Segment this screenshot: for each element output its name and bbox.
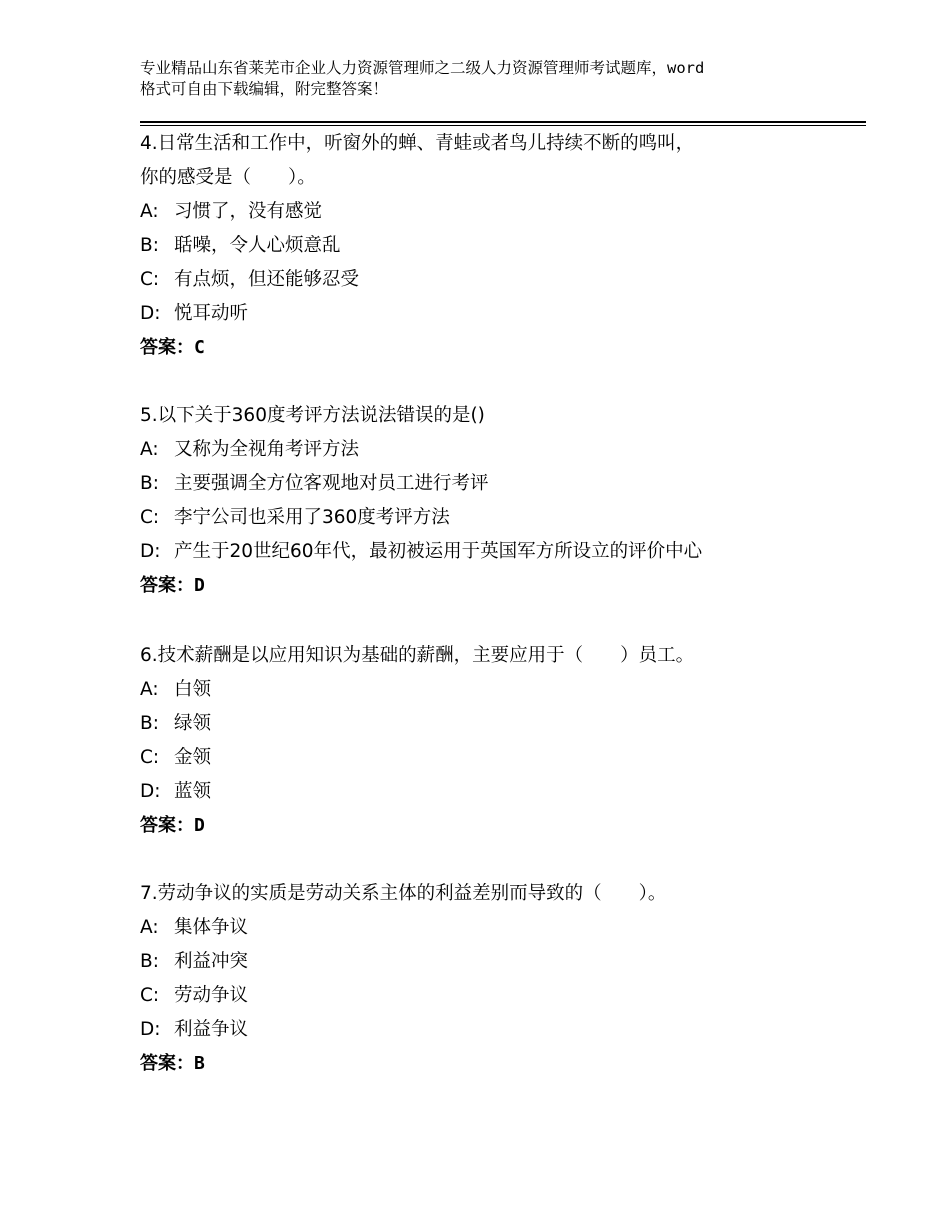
option-a [140, 195, 860, 229]
option-d [140, 1013, 860, 1047]
option-text: 金领 [174, 747, 212, 768]
option-label: A: [140, 201, 159, 222]
question-6 [140, 639, 860, 843]
option-c [140, 979, 860, 1013]
option-text: 悦耳动听 [174, 303, 249, 324]
option-text: 绿领 [174, 713, 212, 734]
option-label: D: [140, 541, 161, 562]
option-text: 主要强调全方位客观地对员工进行考评 [174, 473, 489, 494]
option-text: 聒噪，令人心烦意乱 [174, 235, 341, 256]
question-4 [140, 127, 860, 365]
question-stem-line: 你的感受是（ ）。 [140, 167, 316, 188]
question-stem-line: 7.劳动争议的实质是劳动关系主体的利益差别而导致的（ ）。 [140, 883, 667, 904]
option-b [140, 945, 860, 979]
option-label: C: [140, 507, 160, 528]
question-stem-line: 4.日常生活和工作中，听窗外的蝉、青蛙或者鸟儿持续不断的鸣叫， [140, 133, 695, 154]
option-label: C: [140, 269, 160, 290]
option-text: 集体争议 [174, 917, 249, 938]
option-label: D: [140, 303, 161, 324]
option-label: B: [140, 473, 159, 494]
option-label: C: [140, 985, 160, 1006]
answer-line: 答案：B [140, 1053, 205, 1074]
option-text: 劳动争议 [174, 985, 249, 1006]
option-d [140, 775, 860, 809]
question-stem-line: 6.技术薪酬是以应用知识为基础的薪酬，主要应用于（ ）员工。 [140, 645, 695, 666]
option-label: A: [140, 679, 159, 700]
option-label: A: [140, 917, 159, 938]
answer-line: 答案：C [140, 337, 205, 358]
option-label: B: [140, 713, 159, 734]
option-a [140, 433, 860, 467]
question-7 [140, 877, 860, 1081]
option-text: 蓝领 [174, 781, 212, 802]
option-text: 习惯了，没有感觉 [174, 201, 323, 222]
option-d [140, 535, 860, 569]
option-text: 利益争议 [174, 1019, 249, 1040]
option-text: 产生于20世纪60年代，最初被运用于英国军方所设立的评价中心 [174, 541, 703, 562]
option-text: 又称为全视角考评方法 [174, 439, 360, 460]
option-label: D: [140, 1019, 161, 1040]
question-stem-line: 5.以下关于360度考评方法说法错误的是() [140, 405, 485, 426]
option-c [140, 263, 860, 297]
option-b [140, 229, 860, 263]
option-text: 利益冲突 [174, 951, 249, 972]
option-b [140, 707, 860, 741]
header-divider-thin [140, 125, 866, 126]
option-label: B: [140, 235, 159, 256]
header-title-line-1: 专业精品山东省莱芜市企业人力资源管理师之二级人力资源管理师考试题库，word [140, 59, 705, 77]
option-b [140, 467, 860, 501]
option-c [140, 501, 860, 535]
option-label: D: [140, 781, 161, 802]
option-text: 白领 [174, 679, 212, 700]
option-label: B: [140, 951, 159, 972]
document-header [140, 58, 840, 100]
header-title-line-2: 格式可自由下载编辑，附完整答案！ [140, 80, 389, 98]
answer-line: 答案：D [140, 575, 205, 596]
option-label: A: [140, 439, 159, 460]
option-label: C: [140, 747, 160, 768]
header-divider-thick [140, 121, 866, 123]
option-d [140, 297, 860, 331]
question-5 [140, 399, 860, 603]
option-c [140, 741, 860, 775]
option-text: 李宁公司也采用了360度考评方法 [174, 507, 450, 528]
option-text: 有点烦，但还能够忍受 [174, 269, 360, 290]
option-a [140, 673, 860, 707]
answer-line: 答案：D [140, 815, 205, 836]
option-a [140, 911, 860, 945]
